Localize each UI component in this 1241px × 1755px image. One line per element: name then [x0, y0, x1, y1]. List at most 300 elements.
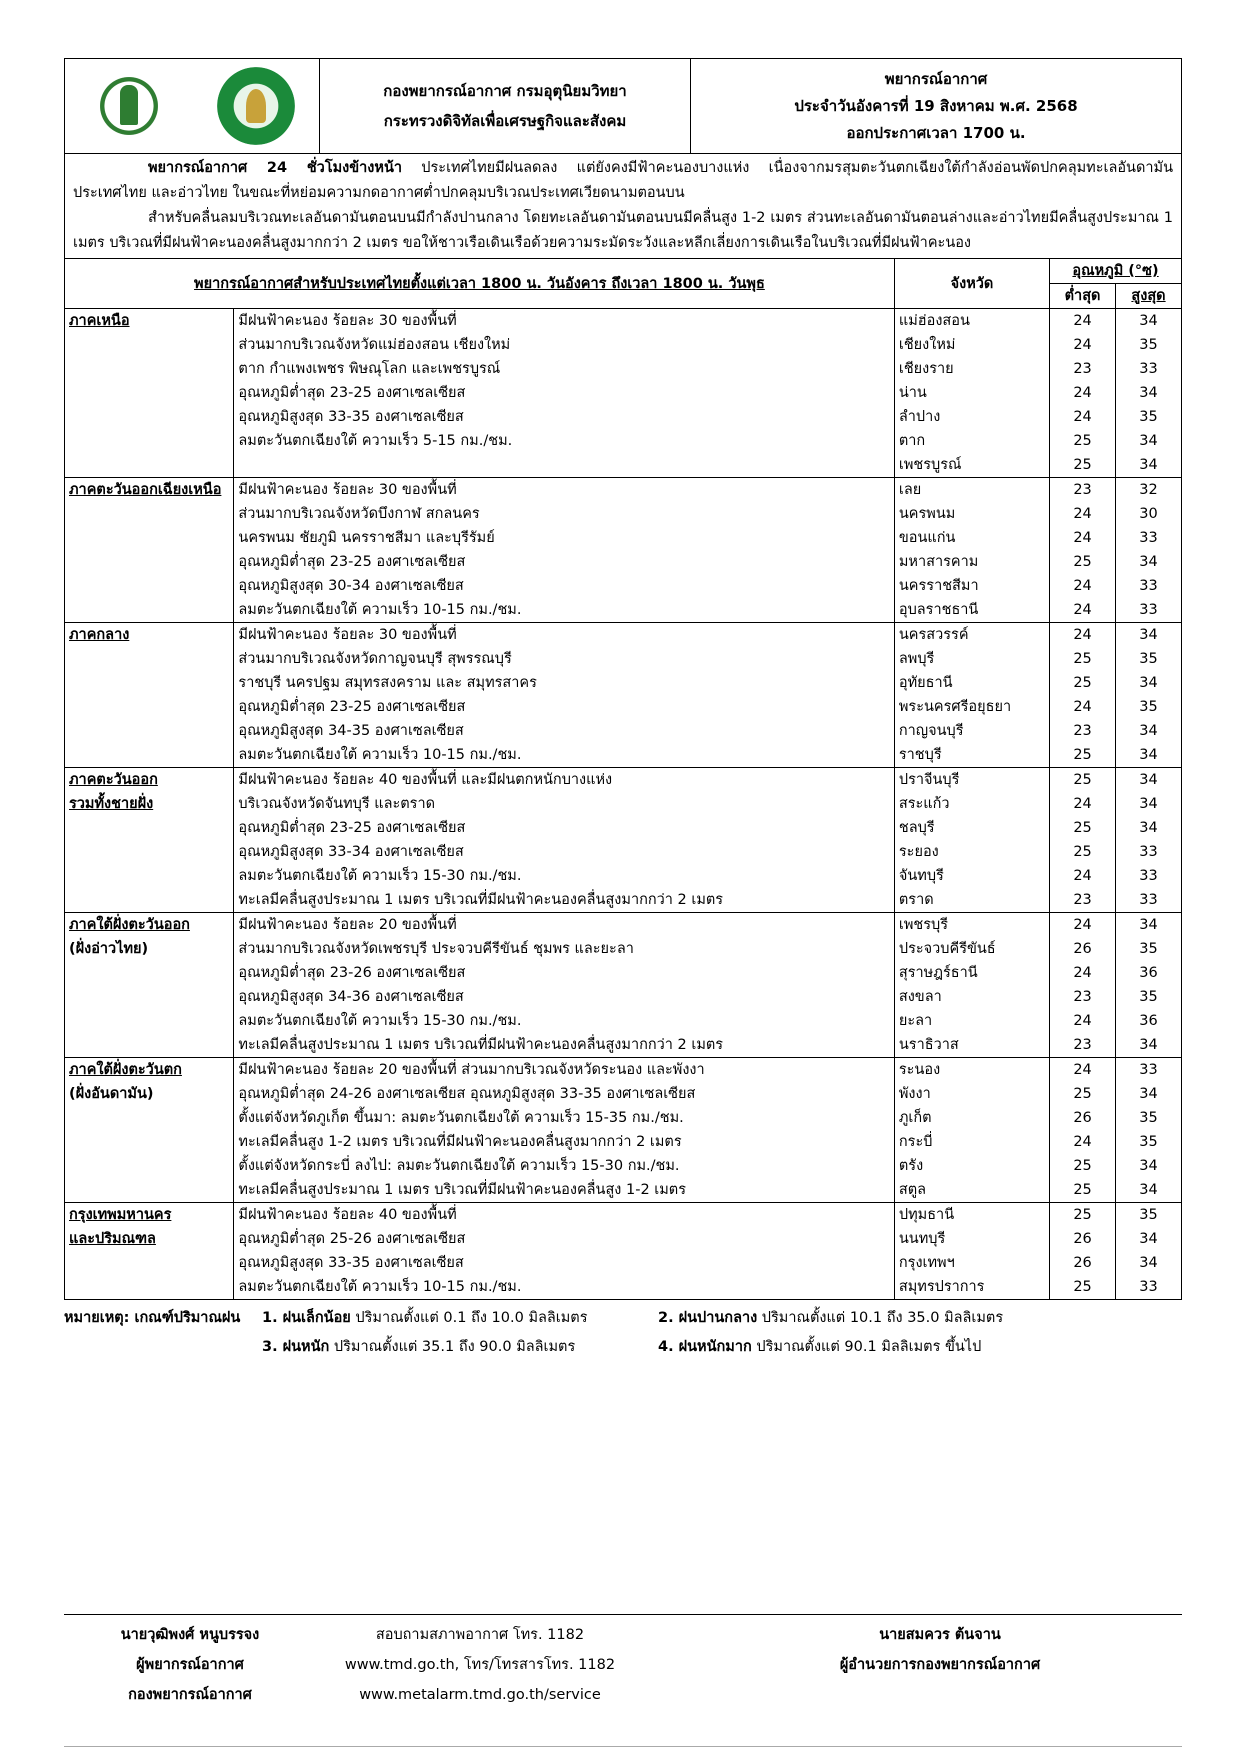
- table-row: [65, 985, 1182, 1009]
- max-temp-cell: 33: [1116, 357, 1182, 381]
- province-cell: กรุงเทพฯ: [894, 1251, 1049, 1275]
- table-row: [65, 913, 1182, 938]
- max-temp-cell: 34: [1116, 768, 1182, 793]
- logo-area: [65, 59, 320, 153]
- region-cell: [65, 864, 234, 888]
- forecast-text-cell: ราชบุรี นครปฐม สมุทรสงคราม และ สมุทรสาคร: [234, 671, 894, 695]
- max-temp-cell: 30: [1116, 502, 1182, 526]
- max-temp-cell: 35: [1116, 1130, 1182, 1154]
- max-temp-cell: 34: [1116, 309, 1182, 334]
- table-row: [65, 405, 1182, 429]
- province-cell: ปทุมธานี: [894, 1203, 1049, 1228]
- table-row: [65, 453, 1182, 478]
- forecast-text-cell: บริเวณจังหวัดจันทบุรี และตราด: [234, 792, 894, 816]
- max-temp-cell: 35: [1116, 333, 1182, 357]
- region-cell: [65, 1106, 234, 1130]
- region-cell: ภาคเหนือ: [65, 309, 234, 334]
- region-cell: [65, 985, 234, 1009]
- signature-divider: [64, 1614, 1182, 1615]
- table-row: [65, 792, 1182, 816]
- region-cell: [65, 1275, 234, 1300]
- director-signature: [790, 1620, 1090, 1680]
- min-temp-cell: 25: [1050, 1203, 1116, 1228]
- min-temp-cell: 24: [1050, 381, 1116, 405]
- province-cell: ราชบุรี: [894, 743, 1049, 768]
- max-temp-header: สูงสุด: [1116, 284, 1182, 309]
- min-temp-cell: 24: [1050, 695, 1116, 719]
- note-light-rain: [262, 1304, 658, 1333]
- forecast-text-cell: มีฝนฟ้าคะนอง ร้อยละ 30 ของพื้นที่: [234, 623, 894, 648]
- province-cell: นนทบุรี: [894, 1227, 1049, 1251]
- min-temp-cell: 23: [1050, 478, 1116, 503]
- note-4-text: ปริมาณตั้งแต่ 90.1 มิลลิเมตร ขึ้นไป: [751, 1339, 982, 1355]
- min-temp-cell: 24: [1050, 333, 1116, 357]
- region-cell: ภาคตะวันออก: [65, 768, 234, 793]
- province-cell: ปราจีนบุรี: [894, 768, 1049, 793]
- region-cell: [65, 357, 234, 381]
- region-cell: [65, 647, 234, 671]
- min-temp-cell: 23: [1050, 888, 1116, 913]
- table-row: [65, 1154, 1182, 1178]
- max-temp-cell: 35: [1116, 1106, 1182, 1130]
- table-row: [65, 357, 1182, 381]
- table-row: [65, 550, 1182, 574]
- province-cell: สระแก้ว: [894, 792, 1049, 816]
- min-temp-cell: 25: [1050, 768, 1116, 793]
- province-cell: ตาก: [894, 429, 1049, 453]
- temperature-column-header: อุณหภูมิ (°ซ): [1050, 259, 1182, 284]
- summary-paragraph-2: สำหรับคลื่นลมบริเวณทะเลอันดามันตอนบนมีกำลังปานกลาง โดยทะเลอันดามันตอนบนมีคลื่นสูง 1-2 เมตร ส่วนทะเลอันดามันตอนล่างและอ่าวไทยมีคลื่นสูงประมาณ 1 เมตร บริเวณที่มีฝนฟ้าคะนองคลื่นสูงมากกว่า 2 เมตร ขอให้ชาวเรือเดินเรือด้วยความระมัดระวังและหลีกเลี่ยงการเดินเรือในบริเวณที่มีฝนฟ้าคะนอง: [73, 210, 1173, 251]
- forecast-text-cell: ตั้งแต่จังหวัดภูเก็ต ขึ้นมา: ลมตะวันตกเฉียงใต้ ความเร็ว 15-35 กม./ชม.: [234, 1106, 894, 1130]
- table-row: [65, 1082, 1182, 1106]
- min-temp-cell: 24: [1050, 1058, 1116, 1083]
- region-cell: ภาคตะวันออกเฉียงเหนือ: [65, 478, 234, 503]
- region-cell: [65, 840, 234, 864]
- regional-forecast-table: [64, 259, 1182, 1300]
- min-temp-cell: 24: [1050, 792, 1116, 816]
- province-cell: สงขลา: [894, 985, 1049, 1009]
- province-cell: นครสวรรค์: [894, 623, 1049, 648]
- forecast-text-cell: ลมตะวันตกเฉียงใต้ ความเร็ว 15-30 กม./ชม.: [234, 1009, 894, 1033]
- note-3-title: 3. ฝนหนัก: [262, 1339, 330, 1355]
- province-cell: ยะลา: [894, 1009, 1049, 1033]
- min-temp-cell: 25: [1050, 1154, 1116, 1178]
- table-row: [65, 888, 1182, 913]
- table-row: [65, 816, 1182, 840]
- forecaster-name: นายวุฒิพงศ์ หนูบรรจง: [120, 1627, 260, 1643]
- forecast-text-cell: [234, 453, 894, 478]
- min-temp-cell: 24: [1050, 405, 1116, 429]
- region-cell: [65, 1251, 234, 1275]
- max-temp-cell: 33: [1116, 864, 1182, 888]
- province-cell: เพชรบุรี: [894, 913, 1049, 938]
- max-temp-cell: 34: [1116, 1082, 1182, 1106]
- province-cell: กระบี่: [894, 1130, 1049, 1154]
- forecast-text-cell: อุณหภูมิต่ำสุด 23-25 องศาเซลเซียส: [234, 550, 894, 574]
- region-cell: ภาคใต้ฝั่งตะวันออก: [65, 913, 234, 938]
- table-row: [65, 1227, 1182, 1251]
- min-temp-cell: 25: [1050, 671, 1116, 695]
- province-cell: นครพนม: [894, 502, 1049, 526]
- note-heavy-rain: [262, 1333, 658, 1362]
- forecast-text-cell: อุณหภูมิสูงสุด 33-34 องศาเซลเซียส: [234, 840, 894, 864]
- forecaster-org: กองพยากรณ์อากาศ: [128, 1687, 252, 1703]
- min-temp-cell: 24: [1050, 574, 1116, 598]
- table-row: [65, 429, 1182, 453]
- doc-issued-time: ออกประกาศเวลา 1700 น.: [846, 123, 1026, 142]
- forecast-text-cell: ทะเลมีคลื่นสูงประมาณ 1 เมตร บริเวณที่มีฝนฟ้าคะนองคลื่นสูงมากกว่า 2 เมตร: [234, 1033, 894, 1058]
- forecast-text-cell: อุณหภูมิต่ำสุด 25-26 องศาเซลเซียส: [234, 1227, 894, 1251]
- table-row: [65, 695, 1182, 719]
- max-temp-cell: 33: [1116, 888, 1182, 913]
- province-cell: เชียงใหม่: [894, 333, 1049, 357]
- table-row: [65, 1058, 1182, 1083]
- forecast-text-cell: อุณหภูมิต่ำสุด 23-26 องศาเซลเซียส: [234, 961, 894, 985]
- notes-row-2: [64, 1333, 1182, 1362]
- max-temp-cell: 34: [1116, 550, 1182, 574]
- province-cell: ลำปาง: [894, 405, 1049, 429]
- max-temp-cell: 34: [1116, 1033, 1182, 1058]
- min-temp-cell: 25: [1050, 1178, 1116, 1203]
- summary-text-1: ประเทศไทยมีฝนลดลง แต่ยังคงมีฟ้าคะนองบางแห่ง เนื่องจากมรสุมตะวันตกเฉียงใต้กำลังอ่อนพัดปกคลุมทะเลอันดามัน ประเทศไทย และอ่าวไทย ในขณะที่หย่อมความกดอากาศต่ำปกคลุมบริเวณประเทศเวียดนามตอนบน: [73, 160, 1173, 201]
- region-cell: [65, 816, 234, 840]
- region-cell: (ฝั่งอันดามัน): [65, 1082, 234, 1106]
- province-cell: แม่ฮ่องสอน: [894, 309, 1049, 334]
- doc-date: ประจำวันอังคารที่ 19 สิงหาคม พ.ศ. 2568: [794, 96, 1078, 115]
- province-cell: ชลบุรี: [894, 816, 1049, 840]
- forecast-text-cell: อุณหภูมิต่ำสุด 23-25 องศาเซลเซียส: [234, 816, 894, 840]
- page-bottom-rule: [64, 1746, 1182, 1747]
- note-2-title: 2. ฝนปานกลาง: [658, 1310, 758, 1326]
- table-row: [65, 623, 1182, 648]
- summary-paragraph-1: [73, 156, 1173, 206]
- forecast-text-cell: อุณหภูมิสูงสุด 34-35 องศาเซลเซียส: [234, 719, 894, 743]
- province-cell: พระนครศรีอยุธยา: [894, 695, 1049, 719]
- forecast-text-cell: ลมตะวันตกเฉียงใต้ ความเร็ว 15-30 กม./ชม.: [234, 864, 894, 888]
- province-cell: มหาสารคาม: [894, 550, 1049, 574]
- region-cell: [65, 1178, 234, 1203]
- forecast-text-cell: ส่วนมากบริเวณจังหวัดกาญจนบุรี สุพรรณบุรี: [234, 647, 894, 671]
- region-cell: [65, 526, 234, 550]
- max-temp-cell: 33: [1116, 598, 1182, 623]
- doc-title: พยากรณ์อากาศ: [884, 69, 988, 88]
- forecast-text-cell: มีฝนฟ้าคะนอง ร้อยละ 30 ของพื้นที่: [234, 309, 894, 334]
- forecast-table-body: [65, 309, 1182, 1300]
- max-temp-cell: 33: [1116, 574, 1182, 598]
- table-row: [65, 743, 1182, 768]
- forecast-text-cell: อุณหภูมิสูงสุด 33-35 องศาเซลเซียส: [234, 405, 894, 429]
- table-row: [65, 1275, 1182, 1300]
- min-temp-cell: 25: [1050, 1082, 1116, 1106]
- notes-spacer: [64, 1333, 262, 1362]
- min-temp-cell: 24: [1050, 623, 1116, 648]
- note-1-text: ปริมาณตั้งแต่ 0.1 ถึง 10.0 มิลลิเมตร: [350, 1310, 588, 1326]
- forecast-text-cell: ทะเลมีคลื่นสูงประมาณ 1 เมตร บริเวณที่มีฝนฟ้าคะนองคลื่นสูงมากกว่า 2 เมตร: [234, 888, 894, 913]
- forecast-text-cell: ทะเลมีคลื่นสูง 1-2 เมตร บริเวณที่มีฝนฟ้าคะนองคลื่นสูงมากกว่า 2 เมตร: [234, 1130, 894, 1154]
- region-cell: [65, 550, 234, 574]
- table-row: [65, 1130, 1182, 1154]
- forecast-text-cell: ส่วนมากบริเวณจังหวัดบึงกาฬ สกลนคร: [234, 502, 894, 526]
- table-row: [65, 768, 1182, 793]
- max-temp-cell: 35: [1116, 647, 1182, 671]
- max-temp-cell: 36: [1116, 1009, 1182, 1033]
- table-row: [65, 478, 1182, 503]
- table-row: [65, 574, 1182, 598]
- min-temp-cell: 25: [1050, 453, 1116, 478]
- max-temp-cell: 34: [1116, 1178, 1182, 1203]
- province-cell: ภูเก็ต: [894, 1106, 1049, 1130]
- region-cell: [65, 333, 234, 357]
- forecast-text-cell: มีฝนฟ้าคะนอง ร้อยละ 20 ของพื้นที่: [234, 913, 894, 938]
- region-cell: ภาคใต้ฝั่งตะวันตก: [65, 1058, 234, 1083]
- max-temp-cell: 35: [1116, 937, 1182, 961]
- note-3-text: ปริมาณตั้งแต่ 35.1 ถึง 90.0 มิลลิเมตร: [329, 1339, 576, 1355]
- table-row: [65, 1251, 1182, 1275]
- region-cell: (ฝั่งอ่าวไทย): [65, 937, 234, 961]
- forecast-text-cell: ตั้งแต่จังหวัดกระบี่ ลงไป: ลมตะวันตกเฉียงใต้ ความเร็ว 15-30 กม./ชม.: [234, 1154, 894, 1178]
- forecast-text-cell: อุณหภูมิสูงสุด 33-35 องศาเซลเซียส: [234, 1251, 894, 1275]
- max-temp-cell: 33: [1116, 1275, 1182, 1300]
- table-row: [65, 309, 1182, 334]
- note-moderate-rain: [658, 1304, 1054, 1333]
- min-temp-cell: 25: [1050, 840, 1116, 864]
- min-temp-cell: 24: [1050, 864, 1116, 888]
- province-cell: อุทัยธานี: [894, 671, 1049, 695]
- table-heading: พยากรณ์อากาศสำหรับประเทศไทยตั้งแต่เวลา 1800 น. วันอังคาร ถึงเวลา 1800 น. วันพุธ: [65, 259, 895, 309]
- province-cell: สตูล: [894, 1178, 1049, 1203]
- province-cell: เลย: [894, 478, 1049, 503]
- min-temp-cell: 24: [1050, 1009, 1116, 1033]
- max-temp-cell: 34: [1116, 453, 1182, 478]
- forecast-text-cell: ลมตะวันตกเฉียงใต้ ความเร็ว 10-15 กม./ชม.: [234, 743, 894, 768]
- max-temp-cell: 34: [1116, 816, 1182, 840]
- forecast-text-cell: นครพนม ชัยภูมิ นครราชสีมา และบุรีรัมย์: [234, 526, 894, 550]
- min-temp-cell: 25: [1050, 816, 1116, 840]
- region-cell: [65, 888, 234, 913]
- table-row: [65, 1106, 1182, 1130]
- agency-block: [320, 59, 691, 153]
- table-row: [65, 526, 1182, 550]
- region-cell: และปริมณฑล: [65, 1227, 234, 1251]
- forecast-text-cell: อุณหภูมิต่ำสุด 24-26 องศาเซลเซียส อุณหภูมิสูงสุด 33-35 องศาเซลเซียส: [234, 1082, 894, 1106]
- forecast-text-cell: อุณหภูมิสูงสุด 30-34 องศาเซลเซียส: [234, 574, 894, 598]
- contact-service-link[interactable]: www.metalarm.tmd.go.th/service: [359, 1687, 601, 1703]
- forecast-text-cell: มีฝนฟ้าคะนอง ร้อยละ 40 ของพื้นที่ และมีฝนตกหนักบางแห่ง: [234, 768, 894, 793]
- min-temp-cell: 23: [1050, 357, 1116, 381]
- min-temp-cell: 23: [1050, 1033, 1116, 1058]
- region-cell: [65, 671, 234, 695]
- max-temp-cell: 35: [1116, 695, 1182, 719]
- min-temp-cell: 24: [1050, 1130, 1116, 1154]
- max-temp-cell: 33: [1116, 526, 1182, 550]
- forecaster-signature: [80, 1620, 300, 1710]
- region-cell: [65, 743, 234, 768]
- forecast-text-cell: ทะเลมีคลื่นสูงประมาณ 1 เมตร บริเวณที่มีฝนฟ้าคะนองคลื่นสูง 1-2 เมตร: [234, 1178, 894, 1203]
- region-cell: [65, 961, 234, 985]
- max-temp-cell: 34: [1116, 623, 1182, 648]
- min-temp-cell: 25: [1050, 429, 1116, 453]
- forecast-text-cell: ส่วนมากบริเวณจังหวัดเพชรบุรี ประจวบคีรีขันธ์ ชุมพร และยะลา: [234, 937, 894, 961]
- contact-info: [330, 1620, 630, 1710]
- province-cell: จันทบุรี: [894, 864, 1049, 888]
- max-temp-cell: 34: [1116, 743, 1182, 768]
- max-temp-cell: 33: [1116, 840, 1182, 864]
- table-row: [65, 1033, 1182, 1058]
- region-cell: [65, 502, 234, 526]
- max-temp-cell: 34: [1116, 719, 1182, 743]
- max-temp-cell: 34: [1116, 429, 1182, 453]
- min-temp-cell: 24: [1050, 913, 1116, 938]
- province-cell: ตรัง: [894, 1154, 1049, 1178]
- contact-phone: สอบถามสภาพอากาศ โทร. 1182: [375, 1627, 585, 1643]
- min-temp-cell: 23: [1050, 719, 1116, 743]
- province-cell: กาญจนบุรี: [894, 719, 1049, 743]
- region-cell: [65, 1130, 234, 1154]
- table-row: [65, 598, 1182, 623]
- title-block: [691, 59, 1181, 153]
- region-cell: [65, 695, 234, 719]
- table-row: [65, 1009, 1182, 1033]
- notes-label: หมายเหตุ: เกณฑ์ปริมาณฝน: [64, 1310, 241, 1326]
- province-cell: เพชรบูรณ์: [894, 453, 1049, 478]
- min-temp-cell: 26: [1050, 1106, 1116, 1130]
- note-very-heavy-rain: [658, 1333, 1054, 1362]
- forecast-text-cell: ตาก กำแพงเพชร พิษณุโลก และเพชรบูรณ์: [234, 357, 894, 381]
- max-temp-cell: 34: [1116, 671, 1182, 695]
- province-cell: อุบลราชธานี: [894, 598, 1049, 623]
- region-cell: [65, 719, 234, 743]
- table-row: [65, 840, 1182, 864]
- ministry-logo-icon: [90, 67, 168, 145]
- min-temp-cell: 26: [1050, 1251, 1116, 1275]
- region-cell: [65, 598, 234, 623]
- table-row: [65, 333, 1182, 357]
- province-cell: ลพบุรี: [894, 647, 1049, 671]
- forecast-text-cell: ลมตะวันตกเฉียงใต้ ความเร็ว 10-15 กม./ชม.: [234, 1275, 894, 1300]
- province-cell: ตราด: [894, 888, 1049, 913]
- max-temp-cell: 34: [1116, 381, 1182, 405]
- min-temp-cell: 24: [1050, 526, 1116, 550]
- director-title: ผู้อำนวยการกองพยากรณ์อากาศ: [839, 1657, 1041, 1673]
- min-temp-cell: 25: [1050, 1275, 1116, 1300]
- forecast-text-cell: ลมตะวันตกเฉียงใต้ ความเร็ว 10-15 กม./ชม.: [234, 598, 894, 623]
- note-2-text: ปริมาณตั้งแต่ 10.1 ถึง 35.0 มิลลิเมตร: [757, 1310, 1004, 1326]
- max-temp-cell: 36: [1116, 961, 1182, 985]
- region-cell: รวมทั้งชายฝั่ง: [65, 792, 234, 816]
- min-temp-cell: 24: [1050, 961, 1116, 985]
- note-1-title: 1. ฝนเล็กน้อย: [262, 1310, 351, 1326]
- max-temp-cell: 34: [1116, 913, 1182, 938]
- province-cell: สมุทรปราการ: [894, 1275, 1049, 1300]
- region-cell: [65, 429, 234, 453]
- table-row: [65, 1203, 1182, 1228]
- forecast-page: [64, 58, 1182, 1362]
- region-cell: ภาคกลาง: [65, 623, 234, 648]
- province-cell: พังงา: [894, 1082, 1049, 1106]
- max-temp-cell: 34: [1116, 1227, 1182, 1251]
- province-cell: ขอนแก่น: [894, 526, 1049, 550]
- province-cell: น่าน: [894, 381, 1049, 405]
- region-cell: [65, 1033, 234, 1058]
- max-temp-cell: 35: [1116, 985, 1182, 1009]
- forecast-text-cell: อุณหภูมิต่ำสุด 23-25 องศาเซลเซียส: [234, 695, 894, 719]
- min-temp-cell: 26: [1050, 937, 1116, 961]
- province-cell: ระยอง: [894, 840, 1049, 864]
- region-cell: [65, 1009, 234, 1033]
- agency-name: กองพยากรณ์อากาศ กรมอุตุนิยมวิทยา: [383, 82, 627, 100]
- rain-criteria-notes: [64, 1304, 1182, 1362]
- min-temp-cell: 24: [1050, 309, 1116, 334]
- ministry-name: กระทรวงดิจิทัลเพื่อเศรษฐกิจและสังคม: [383, 112, 627, 130]
- table-row: [65, 381, 1182, 405]
- region-cell: [65, 381, 234, 405]
- forecast-text-cell: ส่วนมากบริเวณจังหวัดแม่ฮ่องสอน เชียงใหม่: [234, 333, 894, 357]
- max-temp-cell: 32: [1116, 478, 1182, 503]
- summary-lead: พยากรณ์อากาศ 24 ชั่วโมงข้างหน้า: [148, 160, 402, 176]
- region-cell: [65, 1154, 234, 1178]
- min-temp-cell: 26: [1050, 1227, 1116, 1251]
- min-temp-cell: 24: [1050, 502, 1116, 526]
- notes-row-1: [64, 1304, 1182, 1333]
- note-4-title: 4. ฝนหนักมาก: [658, 1339, 752, 1355]
- min-temp-cell: 24: [1050, 598, 1116, 623]
- min-temp-cell: 23: [1050, 985, 1116, 1009]
- table-row: [65, 961, 1182, 985]
- max-temp-cell: 35: [1116, 1203, 1182, 1228]
- table-row: [65, 719, 1182, 743]
- max-temp-cell: 35: [1116, 405, 1182, 429]
- min-temp-header: ต่ำสุด: [1050, 284, 1116, 309]
- province-cell: ประจวบคีรีขันธ์: [894, 937, 1049, 961]
- region-cell: [65, 574, 234, 598]
- forecast-summary: [64, 154, 1182, 259]
- table-row: [65, 671, 1182, 695]
- province-column-header: จังหวัด: [894, 259, 1049, 309]
- director-name: นายสมควร ต้นจาน: [879, 1627, 1001, 1643]
- max-temp-cell: 34: [1116, 792, 1182, 816]
- table-row: [65, 502, 1182, 526]
- forecast-text-cell: อุณหภูมิต่ำสุด 23-25 องศาเซลเซียส: [234, 381, 894, 405]
- contact-website[interactable]: www.tmd.go.th, โทร/โทรสารโทร. 1182: [344, 1657, 616, 1673]
- table-row: [65, 937, 1182, 961]
- forecaster-title: ผู้พยากรณ์อากาศ: [136, 1657, 244, 1673]
- forecast-text-cell: มีฝนฟ้าคะนอง ร้อยละ 30 ของพื้นที่: [234, 478, 894, 503]
- region-cell: กรุงเทพมหานคร: [65, 1203, 234, 1228]
- forecast-text-cell: มีฝนฟ้าคะนอง ร้อยละ 20 ของพื้นที่ ส่วนมากบริเวณจังหวัดระนอง และพังงา: [234, 1058, 894, 1083]
- min-temp-cell: 25: [1050, 550, 1116, 574]
- province-cell: นครราชสีมา: [894, 574, 1049, 598]
- province-cell: ระนอง: [894, 1058, 1049, 1083]
- forecast-text-cell: มีฝนฟ้าคะนอง ร้อยละ 40 ของพื้นที่: [234, 1203, 894, 1228]
- region-cell: [65, 453, 234, 478]
- min-temp-cell: 25: [1050, 743, 1116, 768]
- table-row: [65, 1178, 1182, 1203]
- province-cell: สุราษฎร์ธานี: [894, 961, 1049, 985]
- tmd-logo-icon: [217, 67, 295, 145]
- table-row: [65, 647, 1182, 671]
- max-temp-cell: 34: [1116, 1251, 1182, 1275]
- province-cell: เชียงราย: [894, 357, 1049, 381]
- table-row: [65, 864, 1182, 888]
- province-cell: นราธิวาส: [894, 1033, 1049, 1058]
- min-temp-cell: 25: [1050, 647, 1116, 671]
- forecast-text-cell: อุณหภูมิสูงสุด 34-36 องศาเซลเซียส: [234, 985, 894, 1009]
- max-temp-cell: 33: [1116, 1058, 1182, 1083]
- max-temp-cell: 34: [1116, 1154, 1182, 1178]
- forecast-text-cell: ลมตะวันตกเฉียงใต้ ความเร็ว 5-15 กม./ชม.: [234, 429, 894, 453]
- document-header: [64, 58, 1182, 154]
- region-cell: [65, 405, 234, 429]
